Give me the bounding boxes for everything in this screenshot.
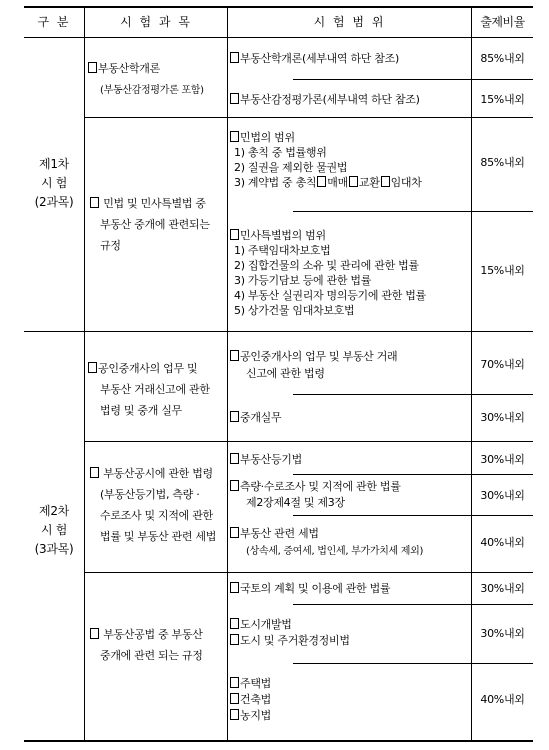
- scope-item: 측량·수로조사 및 지적에 관한 법률 제2장제4절 및 제3장: [230, 479, 401, 511]
- column-divider: [227, 6, 228, 742]
- header-subject: 시 험 과 목: [120, 15, 192, 29]
- checkbox-icon: [349, 176, 358, 187]
- header-ratio: 출제비율: [480, 15, 525, 29]
- subject-note: (부동산감정평가론 포함): [100, 85, 204, 96]
- subject-public-law: 부동산공법 중 부동산 중개에 관련 되는 규정: [90, 624, 203, 666]
- scope-item: 국토의 계획 및 이용에 관한 법률: [230, 581, 390, 596]
- checkbox-icon: [90, 467, 99, 478]
- ratio-value: 30%내외: [480, 453, 525, 466]
- ratio-value: 15%내외: [480, 93, 525, 106]
- checkbox-icon: [88, 62, 97, 73]
- row-divider: [293, 663, 533, 664]
- checkbox-icon: [230, 527, 239, 538]
- checkbox-icon: [230, 229, 239, 240]
- checkbox-icon: [230, 677, 239, 688]
- checkbox-icon: [230, 693, 239, 704]
- scope-item: 부동산등기법: [230, 452, 302, 467]
- scope-item: 주택법 건축법 농지법: [230, 676, 271, 724]
- scope-item: 부동산학개론(세부내역 하단 참조): [230, 51, 399, 66]
- checkbox-icon: [230, 453, 239, 464]
- row-divider: [293, 211, 533, 212]
- exam1-label: 제1차 시 험 (2과목): [34, 157, 74, 209]
- row-divider: [293, 79, 533, 80]
- checkbox-icon: [230, 480, 239, 491]
- scope-item: 부동산감정평가론(세부내역 하단 참조): [230, 92, 420, 107]
- ratio-value: 30%내외: [480, 627, 525, 640]
- row-divider: [293, 515, 533, 516]
- ratio-value: 15%내외: [480, 264, 525, 277]
- checkbox-icon: [230, 411, 239, 422]
- checkbox-icon: [230, 618, 239, 629]
- header-divider: [24, 37, 533, 38]
- checkbox-icon: [230, 350, 239, 361]
- ratio-value: 70%내외: [480, 358, 525, 371]
- checkbox-icon: [230, 52, 239, 63]
- checkbox-icon: [230, 709, 239, 720]
- scope-item: 도시개발법 도시 및 주거환경정비법: [230, 617, 350, 649]
- scope-special-civil-law: 민사특별법의 범위 1) 주택임대차보호법 2) 집합건물의 소유 및 관리에 관한 법률 3) 가등기담보 등에 관한 법률 4) 부동산 실권리자 명의등기에 관한 법률 5) 상가건물 임대차보호법: [230, 228, 426, 318]
- scope-civil-law: 민법의 범위 1) 총칙 중 법률행위 2) 질권을 제외한 물권법 3) 계약법 중 총칙 매매 교환 임대차: [230, 130, 422, 190]
- checkbox-icon: [230, 634, 239, 645]
- scope-item: 중개실무: [230, 410, 281, 425]
- checkbox-icon: [90, 197, 99, 208]
- ratio-value: 85%내외: [480, 52, 525, 65]
- section-divider: [24, 331, 533, 332]
- table-top-border: [24, 6, 533, 8]
- checkbox-icon: [230, 582, 239, 593]
- ratio-value: 30%내외: [480, 489, 525, 502]
- checkbox-icon: [88, 362, 97, 373]
- subject-civil-law: 민법 및 민사특별법 중 부동산 중개에 관련되는 규정: [90, 193, 210, 256]
- row-divider: [293, 394, 533, 395]
- ratio-value: 40%내외: [480, 693, 525, 706]
- checkbox-icon: [381, 176, 390, 187]
- scope-item: 부동산 관련 세법 (상속세, 증여세, 법인세, 부가가치세 제외): [230, 525, 423, 561]
- table-bottom-border: [24, 740, 533, 742]
- header-category: 구 분: [37, 15, 71, 29]
- checkbox-icon: [230, 93, 239, 104]
- subject-real-estate-intro: 부동산학개론: [88, 61, 160, 76]
- row-divider: [293, 474, 533, 475]
- checkbox-icon: [317, 176, 326, 187]
- row-divider: [84, 117, 533, 118]
- scope-item: 공인중개사의 업무 및 부동산 거래 신고에 관한 법령: [230, 348, 397, 382]
- subject-public-notice: 부동산공시에 관한 법령 (부동산등기법, 측량 · 수로조사 및 지적에 관한 법률 및 부동산 관련 세법: [90, 463, 216, 547]
- column-divider: [84, 6, 85, 742]
- subject-broker-business: 공인중개사의 업무 및 부동산 거래신고에 관한 법령 및 중개 실무: [88, 358, 210, 421]
- row-divider: [84, 441, 533, 442]
- row-divider: [293, 604, 533, 605]
- row-divider: [84, 572, 533, 573]
- exam-scope-table: [24, 6, 533, 742]
- checkbox-icon: [90, 628, 99, 639]
- ratio-value: 30%내외: [480, 411, 525, 424]
- header-scope: 시 험 범 위: [313, 15, 386, 29]
- ratio-value: 40%내외: [480, 536, 525, 549]
- ratio-value: 85%내외: [480, 156, 525, 169]
- exam2-label: 제2차 시 험 (3과목): [34, 504, 74, 556]
- checkbox-icon: [230, 131, 239, 142]
- ratio-value: 30%내외: [480, 582, 525, 595]
